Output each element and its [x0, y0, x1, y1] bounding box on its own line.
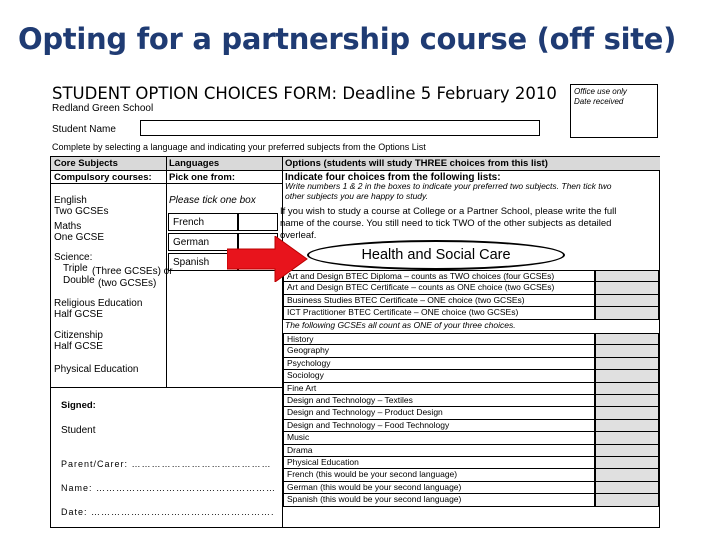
gcse-note: The following GCSEs all count as ONE of your three choices. — [285, 320, 516, 330]
english-label: English — [54, 195, 87, 206]
maths-sub: One GCSE — [54, 232, 105, 243]
language-spanish: Spanish — [168, 253, 238, 271]
option-row: Geography — [283, 345, 595, 357]
indicate-note-2: other subjects you are happy to study. — [285, 191, 429, 201]
option-row: Psychology — [283, 358, 595, 370]
option-row: Physical Education — [283, 457, 595, 469]
red-arrow-icon — [227, 236, 309, 282]
instructions: Complete by selecting a language and indicating your preferred subjects from the Options List — [52, 142, 426, 152]
language-french: French — [168, 213, 238, 231]
option-row: French (this would be your second language) — [283, 469, 595, 481]
option-checkbox[interactable] — [595, 420, 659, 432]
citizenship-sub: Half GCSE — [54, 341, 103, 352]
form-title: STUDENT OPTION CHOICES FORM: Deadline 5 February 2010 — [52, 84, 557, 103]
options-header: Options (students will study THREE choices from this list) — [282, 157, 660, 171]
student-signature-label: Student — [61, 425, 96, 436]
option-checkbox[interactable] — [595, 432, 659, 444]
triple-label: Triple — [63, 263, 88, 274]
re-sub: Half GCSE — [54, 309, 103, 320]
option-row: Music — [283, 432, 595, 444]
option-checkbox[interactable] — [595, 395, 659, 407]
divider — [51, 183, 282, 184]
option-row: Art and Design BTEC Certificate – counts as ONE choice (two GCSEs) — [283, 282, 595, 294]
option-row: Business Studies BTEC Certificate – ONE choice (two GCSEs) — [283, 295, 595, 307]
option-checkbox[interactable] — [595, 282, 659, 294]
option-row: German (this would be your second language) — [283, 482, 595, 494]
maths-label: Maths — [54, 221, 82, 232]
option-checkbox[interactable] — [595, 345, 659, 357]
divider — [51, 387, 282, 388]
option-checkbox[interactable] — [595, 457, 659, 469]
double-sub: (two GCSEs) — [98, 278, 157, 289]
option-row: Design and Technology – Textiles — [283, 395, 595, 407]
indicate-note-1: Write numbers 1 & 2 in the boxes to indicate your preferred two subjects. Then tick two — [285, 181, 612, 191]
partner-note-line: If you wish to study a course at College or a Partner School, please write the full — [280, 206, 617, 217]
date-received-label: Date received — [574, 97, 624, 106]
student-name-field[interactable] — [140, 120, 540, 136]
option-row: ICT Practitioner BTEC Certificate – ONE choice (two GCSEs) — [283, 307, 595, 319]
triple-sub: (Three GCSEs) or — [92, 266, 173, 277]
option-checkbox[interactable] — [595, 270, 659, 282]
language-french-checkbox[interactable] — [238, 213, 278, 231]
name-line[interactable]: Name: ……………………………………………… — [61, 483, 277, 493]
option-checkbox[interactable] — [595, 494, 659, 506]
partner-note-line: overleaf. — [280, 230, 317, 241]
partner-note — [280, 206, 640, 242]
option-row: Fine Art — [283, 383, 595, 395]
language-german: German — [168, 233, 238, 251]
pe-label: Physical Education — [54, 364, 139, 375]
partner-course-entry[interactable]: Health and Social Care — [307, 240, 565, 270]
tick-note: Please tick one box — [169, 195, 256, 206]
parent-signature-line[interactable]: Parent/Carer: …………………………………… — [61, 459, 272, 469]
signed-label: Signed: — [61, 400, 96, 411]
core-header: Core Subjects — [51, 157, 166, 171]
option-row: Design and Technology – Food Technology — [283, 420, 595, 432]
office-use-label: Office use only — [574, 87, 627, 96]
pick-one-label: Pick one from: — [169, 172, 235, 183]
option-checkbox[interactable] — [595, 407, 659, 419]
option-row: Spanish (this would be your second language) — [283, 494, 595, 506]
option-row: Art and Design BTEC Diploma – counts as TWO choices (four GCSEs) — [283, 270, 595, 282]
option-row: History — [283, 333, 595, 345]
citizenship-label: Citizenship — [54, 330, 103, 341]
option-checkbox[interactable] — [595, 370, 659, 382]
indicate-label: Indicate four choices from the following lists: — [285, 172, 501, 183]
option-checkbox[interactable] — [595, 469, 659, 481]
double-label: Double — [63, 275, 95, 286]
school-name: Redland Green School — [52, 103, 154, 114]
option-checkbox[interactable] — [595, 383, 659, 395]
option-checkbox[interactable] — [595, 358, 659, 370]
partner-note-line: name of the course. You still need to tick TWO of the other subjects as detailed — [280, 218, 612, 229]
slide-title: Opting for a partnership course (off site) — [18, 22, 677, 56]
student-name-label: Student Name — [52, 124, 116, 135]
option-checkbox[interactable] — [595, 295, 659, 307]
re-label: Religious Education — [54, 298, 143, 309]
science-label: Science: — [54, 252, 93, 263]
languages-header: Languages — [166, 157, 282, 171]
option-checkbox[interactable] — [595, 482, 659, 494]
office-use-box — [570, 84, 658, 138]
option-row: Drama — [283, 445, 595, 457]
date-line[interactable]: Date: ………………………………………………. — [61, 507, 275, 517]
compulsory-label: Compulsory courses: — [54, 172, 152, 183]
option-checkbox[interactable] — [595, 445, 659, 457]
option-checkbox[interactable] — [595, 307, 659, 319]
option-checkbox[interactable] — [595, 333, 659, 345]
option-row: Sociology — [283, 370, 595, 382]
option-row: Design and Technology – Product Design — [283, 407, 595, 419]
option-choices-form — [40, 76, 660, 528]
english-sub: Two GCSEs — [54, 206, 109, 217]
